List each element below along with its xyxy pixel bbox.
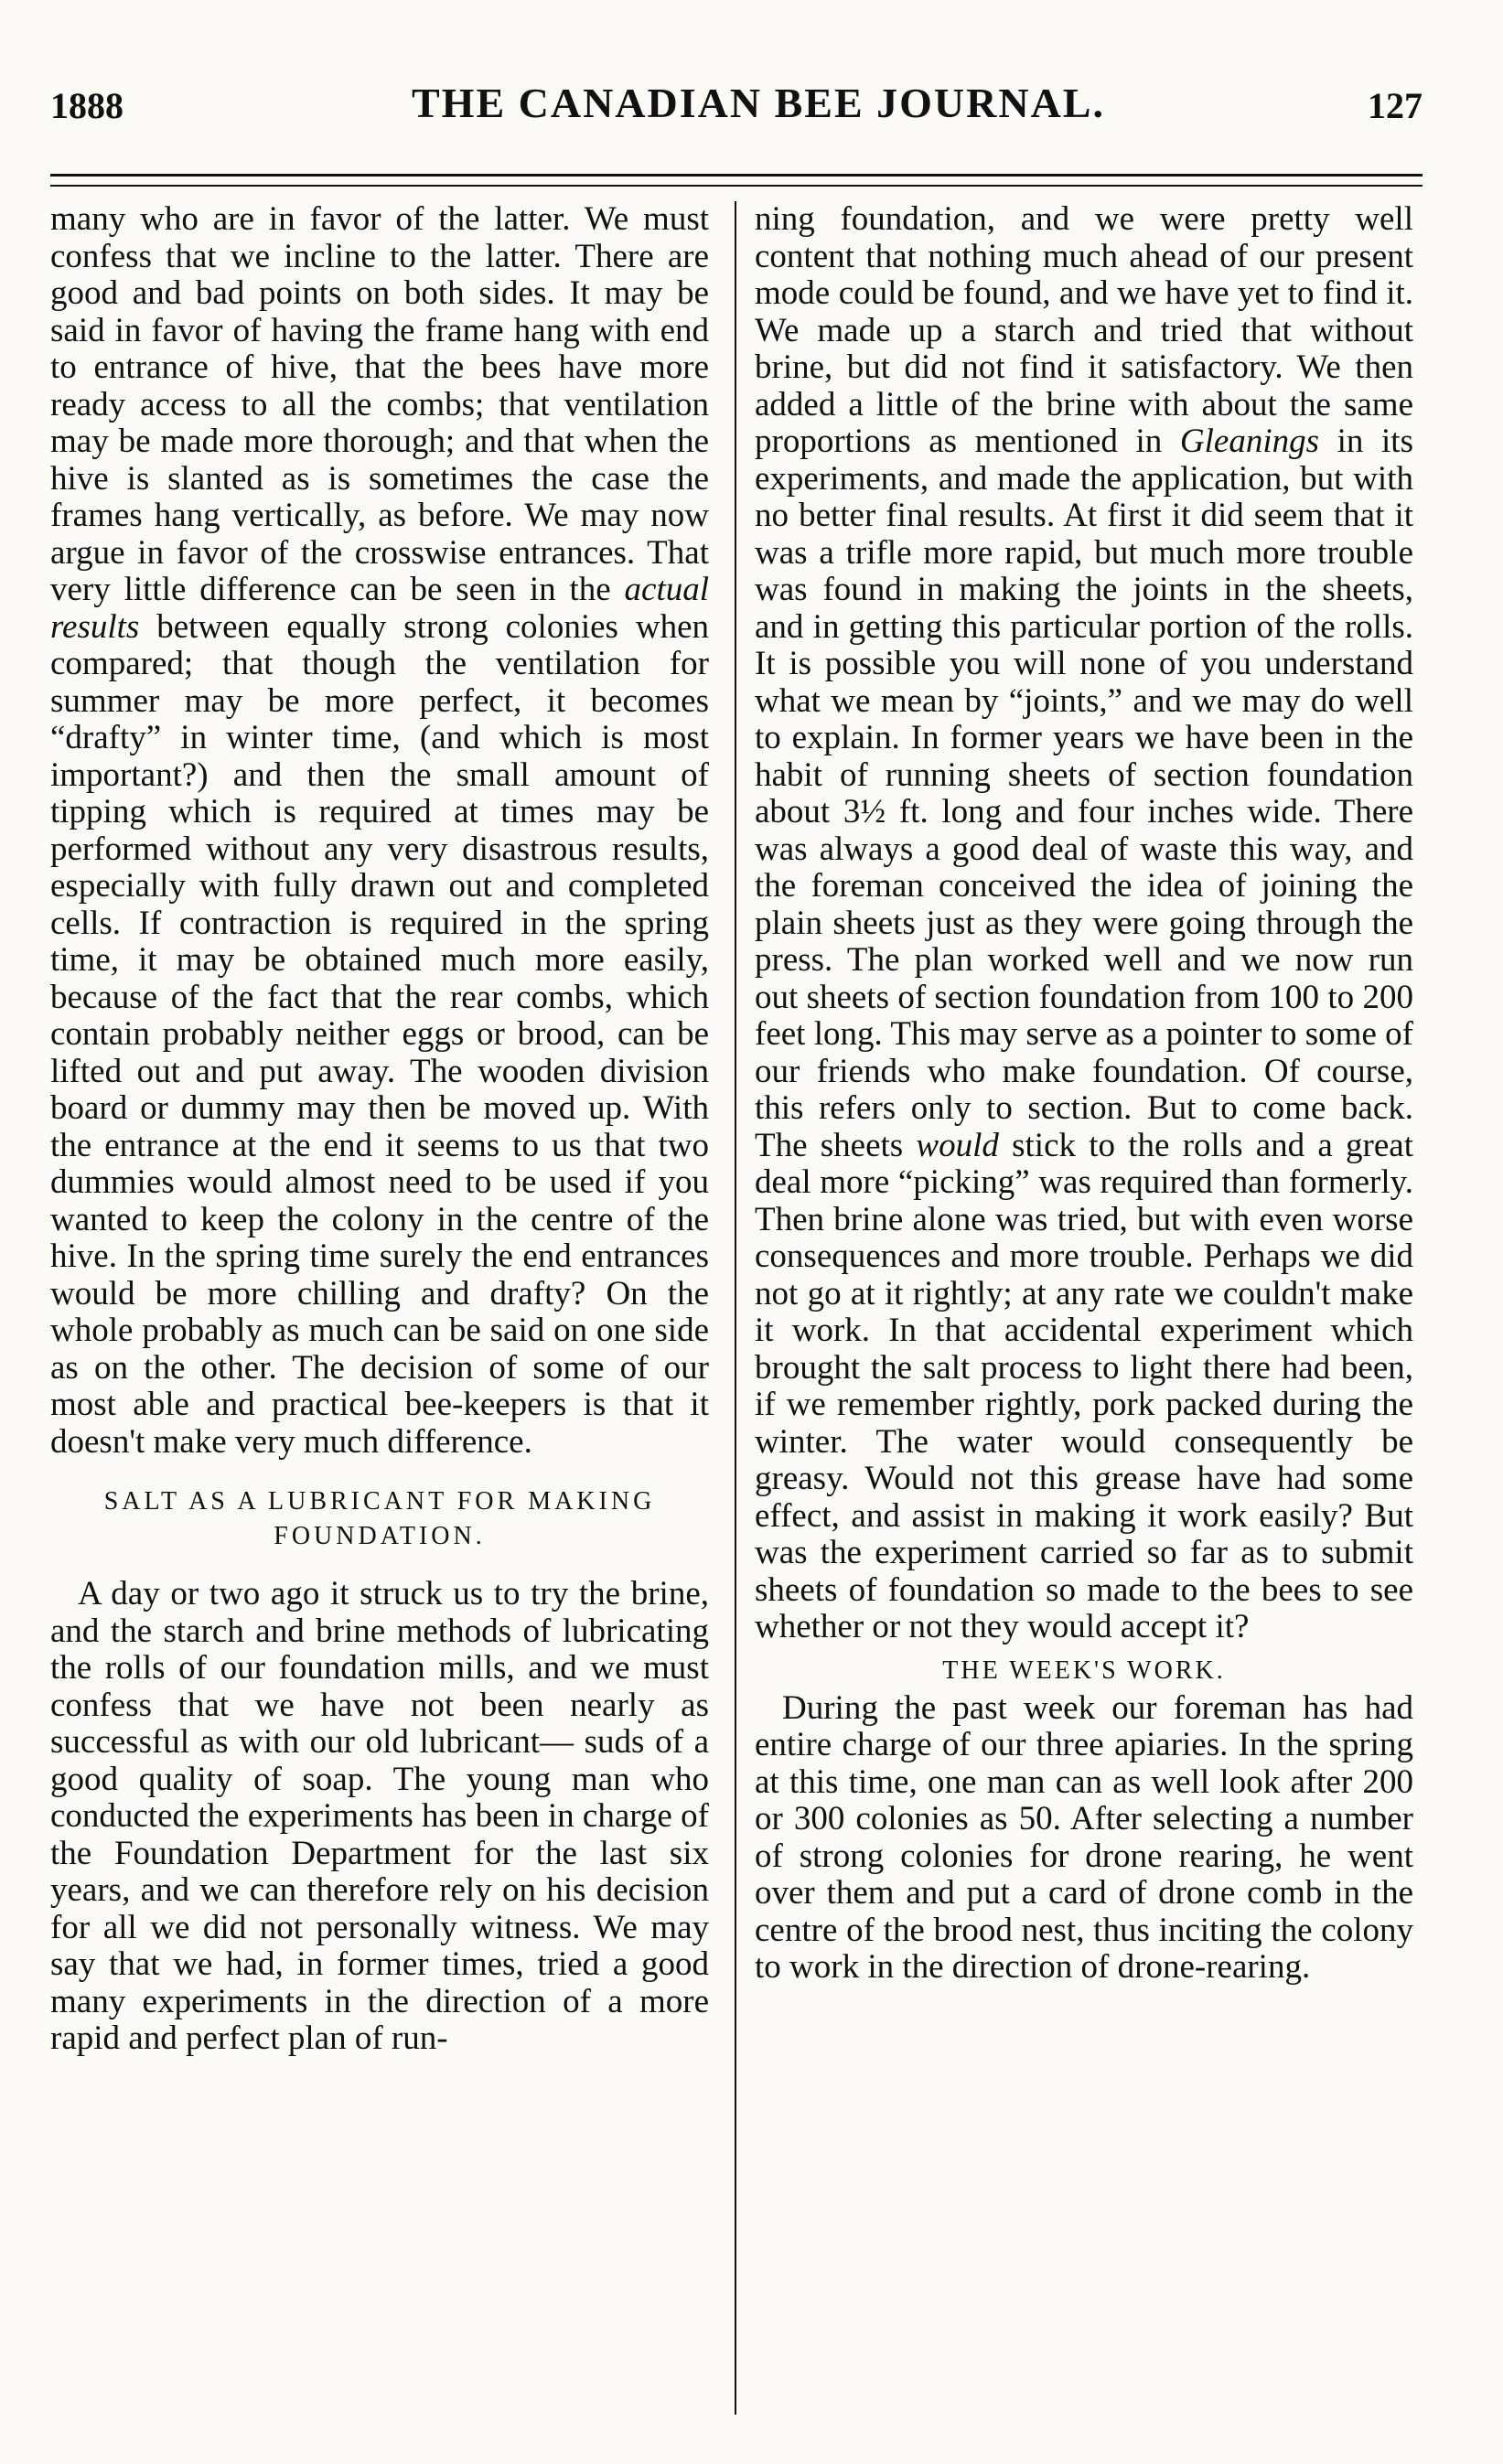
italic-text: Gleanings bbox=[1179, 423, 1319, 460]
text-segment: ning foundation, and we were pretty well content that nothing much ahead of our present mode could be found, and we have yet to find it. We made up a starch and tried that without brine, but did not find it satisfactory. We then added a little of the brine with about the same proportions as mentioned in bbox=[755, 200, 1413, 460]
right-paragraph-1 bbox=[755, 201, 1413, 1646]
right-column bbox=[755, 201, 1413, 1987]
column-divider bbox=[735, 201, 736, 2415]
text-segment: between equally strong colonies when compared; that though the ventilation for summer may be more perfect, it becomes “drafty” in winter time, (and which is most important?) and then the small amount of tipping which is required at times may be performed without any very disastrous results, especially with fully drawn out and completed cells. If contraction is required in the spring time, it may be obtained much more easily, because of the fact that the rear combs, which contain probably neither eggs or brood, can be lifted out and put away. The wooden division board or dummy may then be moved up. With the entrance at the end it seems to us that two dummies would almost need to be used if you wanted to keep the colony in the centre of the hive. In the spring time surely the end entrances would be more chilling and drafty? On the whole probably as much can be said on one side as on the other. The decision of some of our most able and practical bee-keepers is that it doesn't make very much difference. bbox=[50, 607, 709, 1461]
header-rule-thin bbox=[50, 185, 1422, 187]
left-paragraph-1 bbox=[50, 201, 709, 1461]
section-heading-salt: SALT AS A LUBRICANT FOR MAKING FOUNDATION. bbox=[103, 1487, 656, 1550]
journal-page bbox=[50, 64, 1422, 2442]
text-segment: in its experiments, and made the application, but with no better final results. At first it did seem that it was a trifle more rapid, but much more trouble was found in making the joints in the sheets, and in getting this particular portion of the rolls. It is possible you will none of you understand what we mean by “joints,” and we may do well to explain. In former years we have been in the habit of running sheets of section foundation about 3½ ft. long and four inches wide. There was always a good deal of waste this way, and the foreman conceived the idea of joining the plain sheets just as they were going through the press. The plan worked well and we now run out sheets of section foundation from 100 to 200 feet long. This may serve as a pointer to some of our friends who make foundation. Of course, this refers only to section. But to come back. The sheets bbox=[755, 423, 1413, 1164]
left-column bbox=[50, 201, 709, 2058]
header-year: 1888 bbox=[50, 85, 123, 126]
italic-text: actual results bbox=[50, 571, 709, 646]
header-rule-thick bbox=[50, 174, 1422, 177]
section-heading-weeks-work: THE WEEK'S WORK. bbox=[942, 1655, 1226, 1685]
text-segment: stick to the rolls and a great deal more “picking” was required than formerly. Then brine alone was tried, but with even worse consequences and more trouble. Perhaps we did not go at it rightly; at any rate we couldn't make it work. In that accidental experiment which brought the salt process to light there had been, if we remember rightly, pork packed during the winter. The water would consequently be greasy. Would not this grease have had some effect, and assist in making it work easily? But was the experiment carried so far as to submit sheets of foundation so made to the bees to see whether or not they would accept it? bbox=[755, 1126, 1413, 1645]
left-paragraph-2: A day or two ago it struck us to try the brine, and the starch and brine methods of lubricating the rolls of our foundation mills, and we must confess that we have not been nearly as successful as with our old lubricant— suds of a good quality of soap. The young man who conducted the experiments has been in charge of the Foundation Department for the last six years, and we can therefore rely on his decision for all we did not personally witness. We may say that we had, in former times, tried a good many experiments in the direction of a more rapid and perfect plan of run- bbox=[50, 1575, 709, 2057]
right-paragraph-2: During the past week our foreman has had entire charge of our three apiaries. In the spring at this time, one man can as well look after 200 or 300 colonies as 50. After selecting a number of strong colonies for drone rearing, he went over them and put a card of drone comb in the centre of the brood nest, thus inciting the colony to work in the direction of drone-rearing. bbox=[755, 1688, 1413, 1986]
page-number: 127 bbox=[1368, 85, 1422, 126]
italic-text: would bbox=[916, 1126, 999, 1164]
page-header bbox=[50, 73, 1422, 146]
journal-title: THE CANADIAN BEE JOURNAL. bbox=[412, 80, 1105, 126]
text-segment: many who are in favor of the latter. We must confess that we incline to the latter. There are good and bad points on both sides. It may be said in favor of having the frame hang with end to entrance of hive, that the bees have more ready access to all the combs; that ventilation may be made more thorough; and that when the hive is slanted as is sometimes the case the frames hang vertically, as before. We may now argue in favor of the crosswise entrances. That very little difference can be seen in the bbox=[50, 200, 709, 608]
